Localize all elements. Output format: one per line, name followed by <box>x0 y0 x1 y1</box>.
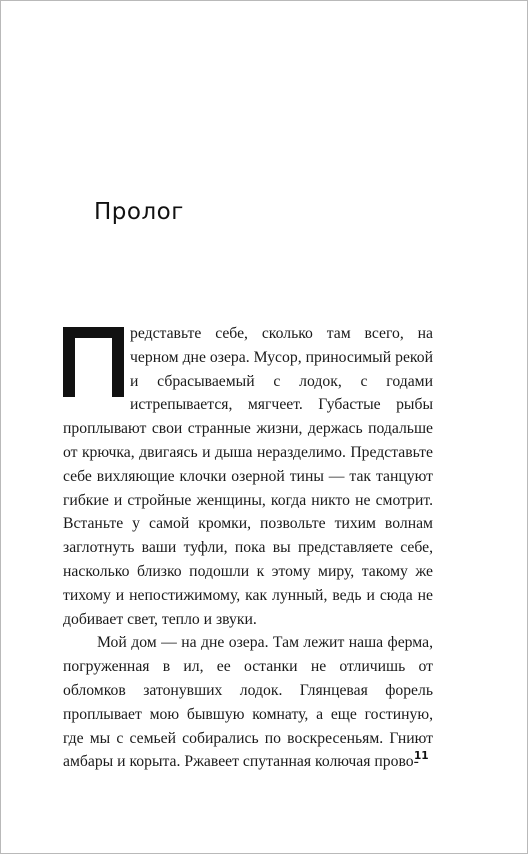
drop-cap-letter <box>63 397 64 398</box>
drop-cap-glyph <box>63 327 124 397</box>
drop-cap <box>63 327 124 397</box>
paragraph-1 <box>63 322 433 631</box>
chapter-title: Пролог <box>94 199 184 225</box>
paragraph-1-text: редставьте себе, сколько там всего, на черном дне озера. Мусор, приносимый рекой и сбрасываемый с лодок, с годами истрепывается, мягчеет. Губастые рыбы проплывают свои странные жизни, держась подальше от крючка, двигаясь и дыша неразделимо. Представьте себе вихляющие клочки озерной тины — так танцуют гибкие и стройные женщины, когда никто не смотрит. Встаньте у самой кромки, позвольте тихим волнам заглотнуть ваши туфли, пока вы представляете себе, насколько близко подошли к этому миру, такому же тихому и непостижимому, как лунный, ведь и сюда не добивает свет, тепло и звуки. <box>63 325 433 628</box>
paragraph-2: Мой дом — на дне озера. Там лежит наша ферма, погруженная в ил, ее останки не отличишь от обломков затонувших лодок. Глянцевая форель проплывает мою бывшую комнату, а еще гостиную, где мы с семьей собирались по воскресеньям. Гниют амбары и корыта. Ржавеет спутанная колючая прово- <box>63 634 433 771</box>
page-number: 11 <box>414 750 429 762</box>
body-text <box>63 322 433 774</box>
